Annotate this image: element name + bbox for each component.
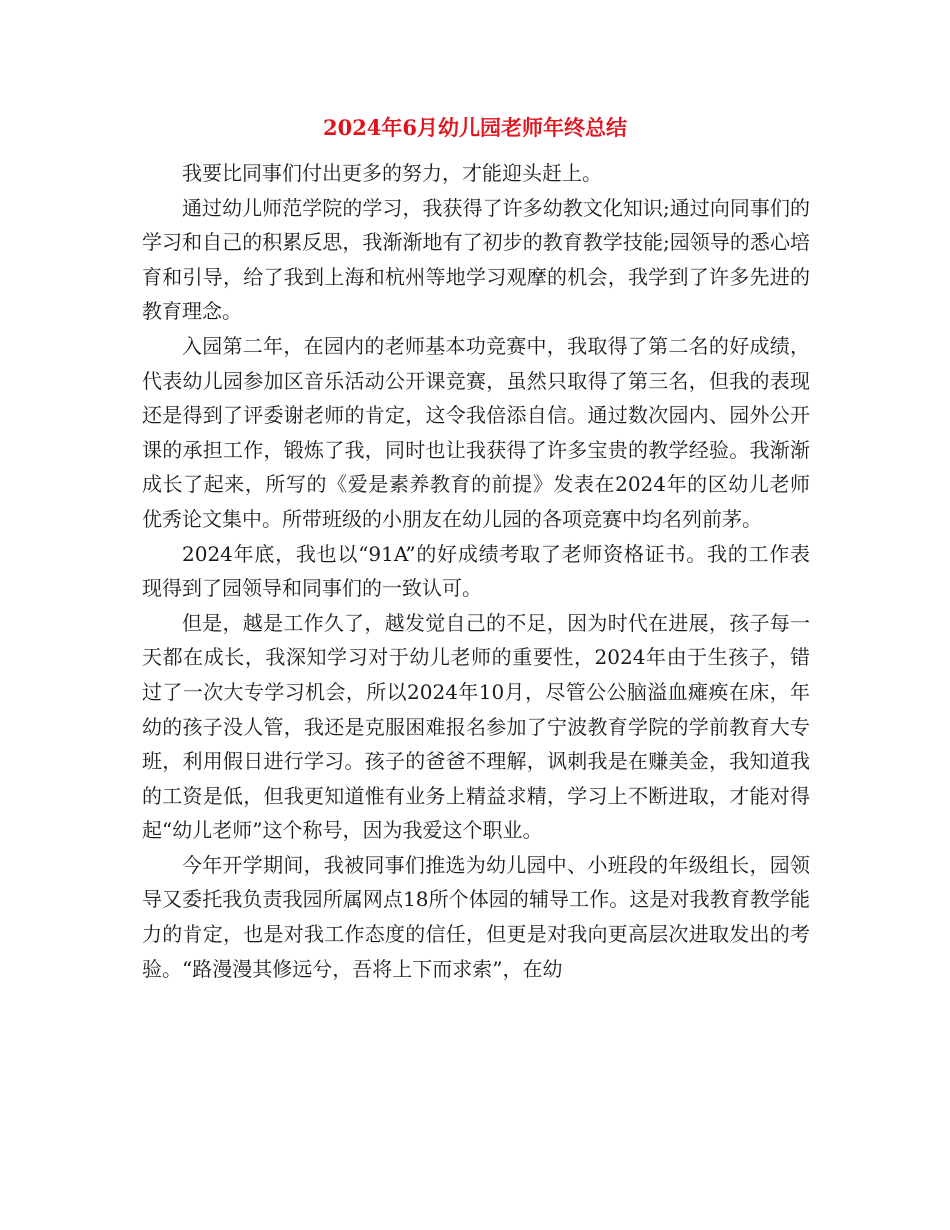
paragraph-4: 2024年底，我也以“91A”的好成绩考取了老师资格证书。我的工作表现得到了园领导和同事们的一致认可。 bbox=[142, 541, 810, 601]
paragraph-6: 今年开学期间，我被同事们推选为幼儿园中、小班段的年级组长，园领导又委托我负责我园所属网点18所个体园的辅导工作。这是对我教育教学能力的肯定，也是对我工作态度的信任，但更是对我向更高层次进取发出的考验。“路漫漫其修远兮，吾将上下而求索”，在幼 bbox=[142, 852, 810, 981]
document-title: 2024年6月幼儿园老师年终总结 bbox=[322, 115, 628, 140]
document-body bbox=[142, 156, 810, 986]
paragraph-5: 但是，越是工作久了，越发觉自己的不足，因为时代在进展，孩子每一天都在成长，我深知学习对于幼儿老师的重要性，2024年由于生孩子，错过了一次大专学习机会，所以2024年10月，尽管公公脑溢血瘫痪在床，年幼的孩子没人管，我还是克服困难报名参加了宁波教育学院的学前教育大专班，利用假日进行学习。孩子的爸爸不理解，讽刺我是在赚美金，我知道我的工资是低，但我更知道惟有业务上精益求精，学习上不断进取，才能对得起“幼儿老师”这个称号，因为我爱这个职业。 bbox=[142, 610, 810, 843]
paragraph-2: 通过幼儿师范学院的学习，我获得了许多幼教文化知识;通过向同事们的学习和自己的积累反思，我渐渐地有了初步的教育教学技能;园领导的悉心培育和引导，给了我到上海和杭州等地学习观摩的机会，我学到了许多先进的教育理念。 bbox=[142, 195, 810, 324]
paragraph-1: 我要比同事们付出更多的努力，才能迎头赶上。 bbox=[182, 161, 602, 185]
paragraph-3: 入园第二年，在园内的老师基本功竞赛中，我取得了第二名的好成绩，代表幼儿园参加区音乐活动公开课竞赛，虽然只取得了第三名，但我的表现还是得到了评委谢老师的肯定，这令我倍添自信。通过数次园内、园外公开课的承担工作，锻炼了我，同时也让我获得了许多宝贵的教学经验。我渐渐成长了起来，所写的《爱是素养教育的前提》发表在2024年的区幼儿老师优秀论文集中。所带班级的小朋友在幼儿园的各项竞赛中均名列前茅。 bbox=[142, 333, 810, 531]
